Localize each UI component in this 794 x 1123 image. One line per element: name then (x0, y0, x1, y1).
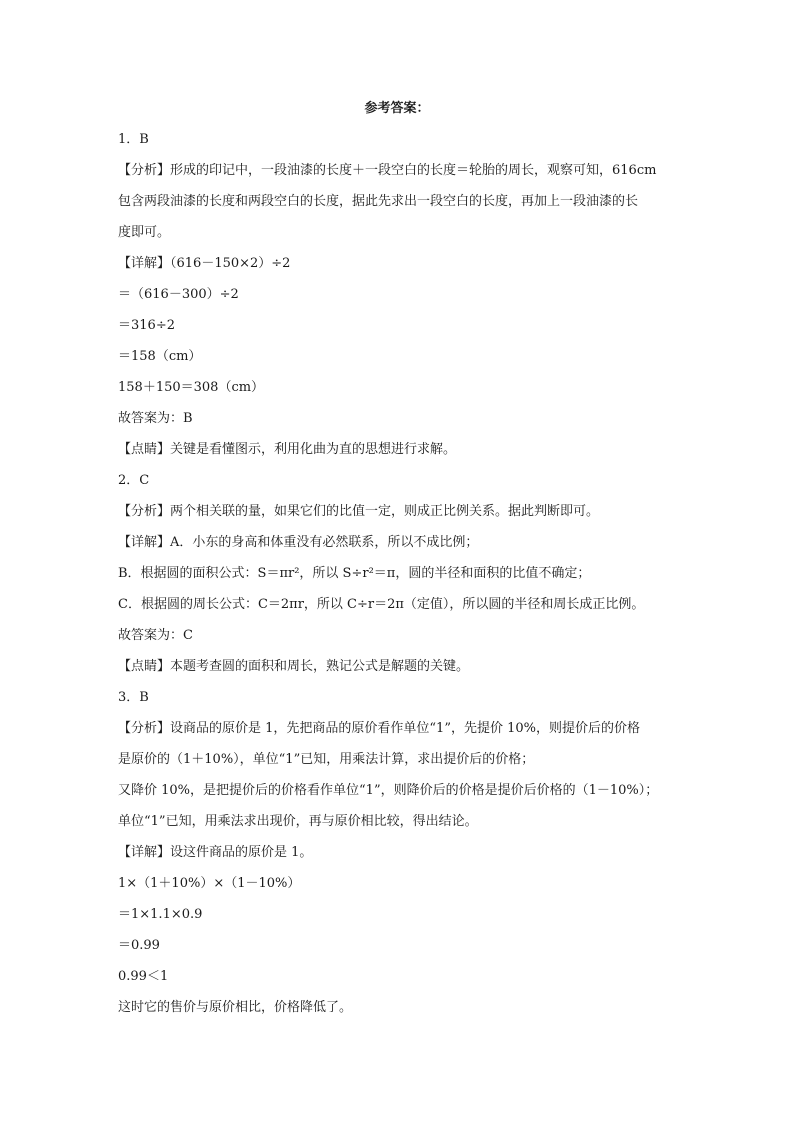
text-line: 0.99＜1 (118, 969, 169, 984)
text-line: 2．C (118, 473, 150, 488)
text-line: 3．B (118, 690, 149, 705)
text-line: 包含两段油漆的长度和两段空白的长度，据此先求出一段空白的长度，再加上一段油漆的长 (118, 194, 639, 209)
text-line: 【分析】设商品的原价是 1，先把商品的原价看作单位“1”，先提价 10%，则提价后的价格 (118, 721, 640, 736)
text-line: 1．B (118, 132, 149, 147)
text-line: 度即可。 (118, 225, 171, 240)
text-line: B．根据圆的面积公式：S＝πr²，所以 S÷r²＝π，圆的半径和面积的比值不确定； (118, 566, 591, 581)
text-line: 这时它的售价与原价相比，价格降低了。 (118, 1000, 353, 1015)
text-line: ＝158（cm） (118, 349, 202, 364)
text-line: 【详解】（616－150×2）÷2 (118, 256, 291, 271)
page-title: 参考答案： (364, 101, 430, 116)
text-line: 【点睛】关键是看懂图示，利用化曲为直的思想进行求解。 (118, 442, 457, 457)
text-line: C．根据圆的周长公式：C＝2πr，所以 C÷r＝2π（定值），所以圆的半径和周长成正比例。 (118, 597, 645, 612)
text-line: 【详解】A．小东的身高和体重没有必然联系，所以不成比例； (118, 535, 479, 550)
text-line: 1×（1＋10%）×（1－10%） (118, 876, 301, 891)
text-line: 故答案为：B (118, 411, 193, 426)
text-line: ＝（616－300）÷2 (118, 287, 239, 302)
text-line: 故答案为：C (118, 628, 193, 643)
text-line: 【点睛】本题考查圆的面积和周长，熟记公式是解题的关键。 (118, 659, 470, 674)
text-line: 158＋150＝308（cm） (118, 380, 265, 395)
text-line: ＝316÷2 (118, 318, 175, 333)
text-line: 【分析】形成的印记中，一段油漆的长度＋一段空白的长度＝轮胎的周长，观察可知，616cm (118, 163, 657, 178)
text-line: 【详解】设这件商品的原价是 1。 (118, 845, 313, 860)
answer-content (118, 124, 688, 1023)
text-line: 单位“1”已知，用乘法求出现价，再与原价相比较，得出结论。 (118, 814, 478, 829)
text-line: 【分析】两个相关联的量，如果它们的比值一定，则成正比例关系。据此判断即可。 (118, 504, 600, 519)
text-line: 是原价的（1＋10%），单位“1”已知，用乘法计算，求出提价后的价格； (118, 752, 535, 767)
text-line: ＝0.99 (118, 938, 160, 953)
text-line: 又降价 10%，是把提价后的价格看作单位“1”，则降价后的价格是提价后价格的（1－10%）； (118, 783, 659, 798)
text-line: ＝1×1.1×0.9 (118, 907, 203, 922)
